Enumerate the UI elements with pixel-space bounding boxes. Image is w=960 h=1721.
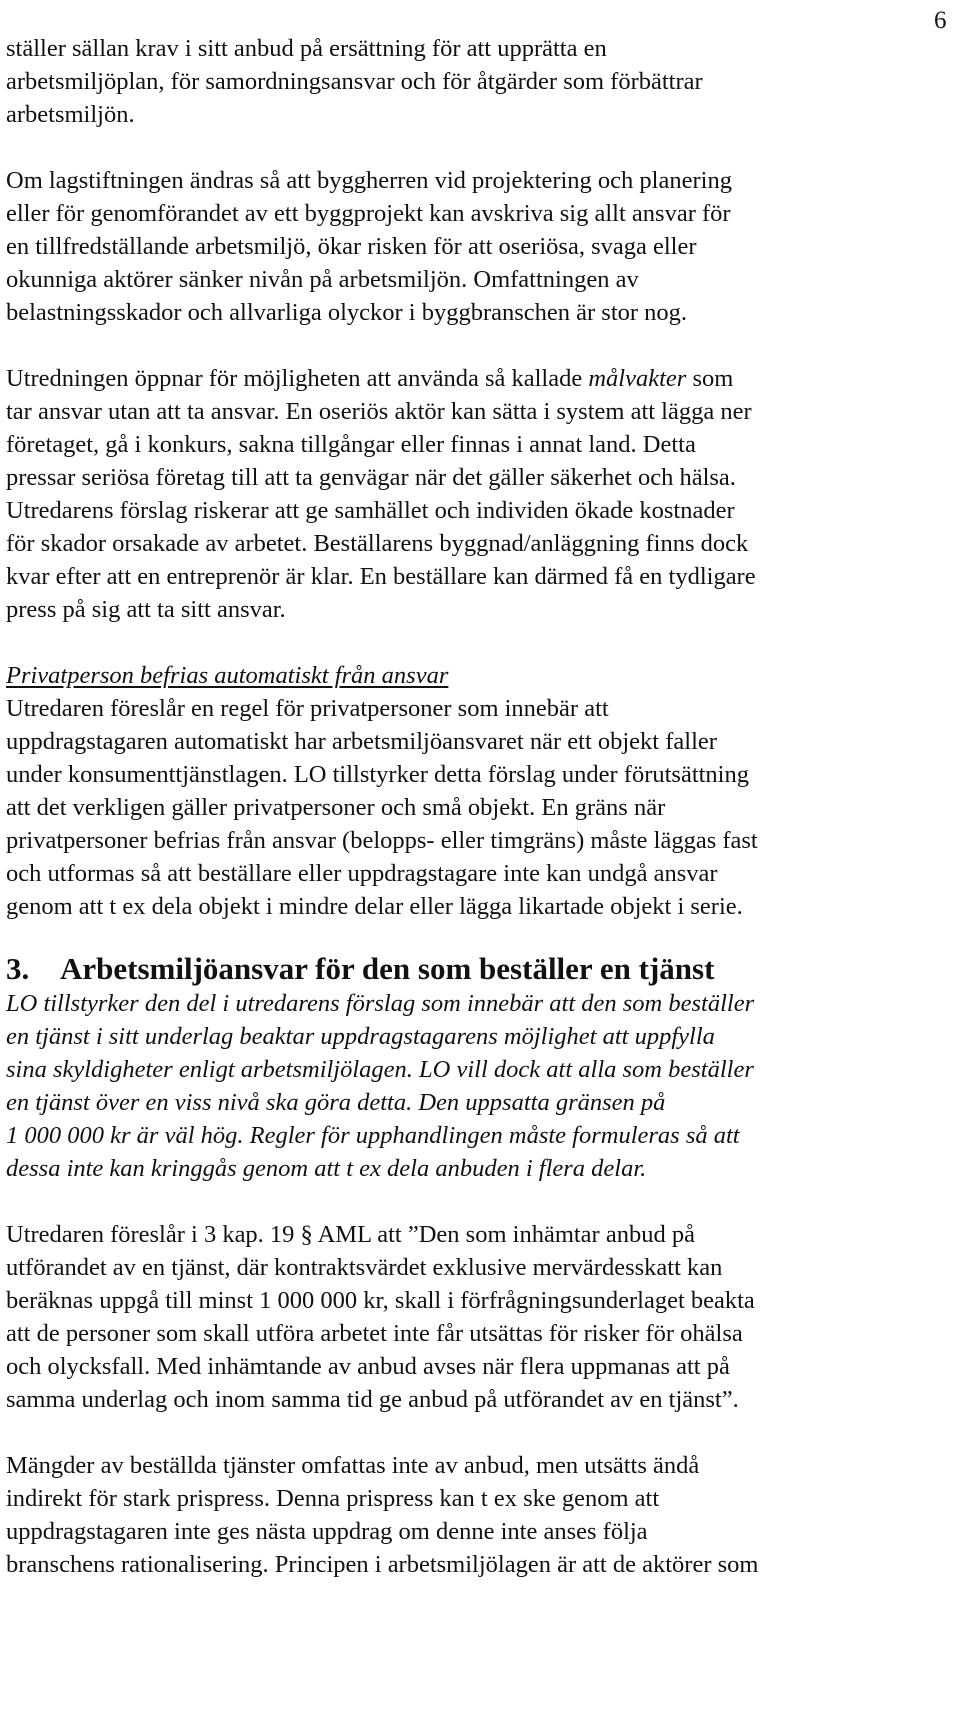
text-line: en tjänst över en viss nivå ska göra detta. Den uppsatta gränsen på bbox=[6, 1089, 666, 1116]
text-line: under konsumenttjänstlagen. LO tillstyrker detta förslag under förutsättning bbox=[6, 761, 749, 788]
text-line: tar ansvar utan att ta ansvar. En oseriös aktör kan sätta i system att lägga ner bbox=[6, 398, 752, 425]
text-line: belastningsskador och allvarliga olyckor i byggbranschen är stor nog. bbox=[6, 299, 688, 326]
text-line: Utredaren föreslår i 3 kap. 19 § AML att ”Den som inhämtar anbud på bbox=[6, 1221, 695, 1248]
text-line: för skador orsakade av arbetet. Beställarens byggnad/anläggning finns dock bbox=[6, 530, 749, 557]
text-line: 1 000 000 kr är väl hög. Regler för upphandlingen måste formuleras så att bbox=[6, 1122, 740, 1149]
paragraph-price-pressure bbox=[6, 1449, 936, 1581]
text-line: privatpersoner befrias från ansvar (belopps- eller timgräns) måste läggas fast bbox=[6, 827, 758, 854]
text-line: press på sig att ta sitt ansvar. bbox=[6, 596, 286, 623]
text-line: att det verkligen gäller privatpersoner och små objekt. En gräns när bbox=[6, 794, 666, 821]
text-line: beräknas uppgå till minst 1 000 000 kr, skall i förfrågningsunderlaget beakta bbox=[6, 1287, 755, 1314]
subheading-text: Privatperson befrias automatiskt från ansvar bbox=[6, 662, 449, 689]
page-number: 6 bbox=[934, 7, 947, 34]
paragraph-workplan-costs bbox=[6, 32, 936, 131]
text-line: Utredaren föreslår en regel för privatpersoner som innebär att bbox=[6, 695, 609, 722]
text-line: eller för genomförandet av ett byggprojekt kan avskriva sig allt ansvar för bbox=[6, 200, 731, 227]
paragraph-malvakter bbox=[6, 362, 936, 626]
text-line: genom att t ex dela objekt i mindre delar eller lägga likartade objekt i serie. bbox=[6, 893, 743, 920]
document-body bbox=[6, 32, 936, 1581]
paragraph-privatperson bbox=[6, 692, 936, 923]
text-line: uppdragstagaren automatiskt har arbetsmiljöansvaret när ett objekt faller bbox=[6, 728, 717, 755]
text-line: företaget, gå i konkurs, sakna tillgångar eller finnas i annat land. Detta bbox=[6, 431, 696, 458]
text-line: ställer sällan krav i sitt anbud på ersättning för att upprätta en bbox=[6, 35, 607, 62]
text-line: Mängder av beställda tjänster omfattas inte av anbud, men utsätts ändå bbox=[6, 1452, 700, 1479]
text-line: samma underlag och inom samma tid ge anbud på utförandet av en tjänst”. bbox=[6, 1386, 739, 1413]
text-line: Om lagstiftningen ändras så att byggherren vid projektering och planering bbox=[6, 167, 732, 194]
section-heading bbox=[6, 950, 936, 987]
text-line: arbetsmiljön. bbox=[6, 101, 135, 128]
text-line: LO tillstyrker den del i utredarens förslag som innebär att den som beställer bbox=[6, 990, 755, 1017]
text-line: en tillfredställande arbetsmiljö, ökar risken för att oseriösa, svaga eller bbox=[6, 233, 697, 260]
text-line: pressar seriösa företag till att ta genvägar när det gäller säkerhet och hälsa. bbox=[6, 464, 736, 491]
text-line: att de personer som skall utföra arbetet inte får utsättas för risker för ohälsa bbox=[6, 1320, 743, 1347]
paragraph-lo-position bbox=[6, 987, 936, 1185]
text-run: som bbox=[686, 365, 734, 392]
section-number: 3. bbox=[6, 951, 30, 986]
text-run: Utredningen öppnar för möjligheten att använda så kallade bbox=[6, 365, 589, 392]
section-title: Arbetsmiljöansvar för den som beställer en tjänst bbox=[60, 951, 715, 986]
text-line: Utredarens förslag riskerar att ge samhället och individen ökade kostnader bbox=[6, 497, 735, 524]
subheading-privatperson bbox=[6, 659, 936, 692]
text-line: arbetsmiljöplan, för samordningsansvar och för åtgärder som förbättrar bbox=[6, 68, 703, 95]
text-line: och utformas så att beställare eller uppdragstagare inte kan undgå ansvar bbox=[6, 860, 718, 887]
text-line: indirekt för stark prispress. Denna prispress kan t ex ske genom att bbox=[6, 1485, 660, 1512]
text-line: en tjänst i sitt underlag beaktar uppdragstagarens möjlighet att uppfylla bbox=[6, 1023, 715, 1050]
text-line: utförandet av en tjänst, där kontraktsvärdet exklusive mervärdesskatt kan bbox=[6, 1254, 723, 1281]
text-line: uppdragstagaren inte ges nästa uppdrag om denne inte anses följa bbox=[6, 1518, 648, 1545]
paragraph-aml-quote bbox=[6, 1218, 936, 1416]
text-line: branschens rationalisering. Principen i arbetsmiljölagen är att de aktörer som bbox=[6, 1551, 759, 1578]
text-line: okunniga aktörer sänker nivån på arbetsmiljön. Omfattningen av bbox=[6, 266, 639, 293]
emphasis-malvakter: målvakter bbox=[588, 365, 687, 392]
paragraph-legislation-change bbox=[6, 164, 936, 329]
text-line bbox=[6, 362, 936, 395]
text-line: sina skyldigheter enligt arbetsmiljölagen. LO vill dock att alla som beställer bbox=[6, 1056, 754, 1083]
text-line: dessa inte kan kringgås genom att t ex dela anbuden i flera delar. bbox=[6, 1155, 647, 1182]
text-line: kvar efter att en entreprenör är klar. En beställare kan därmed få en tydligare bbox=[6, 563, 756, 590]
text-line: och olycksfall. Med inhämtande av anbud avses när flera uppmanas att på bbox=[6, 1353, 730, 1380]
